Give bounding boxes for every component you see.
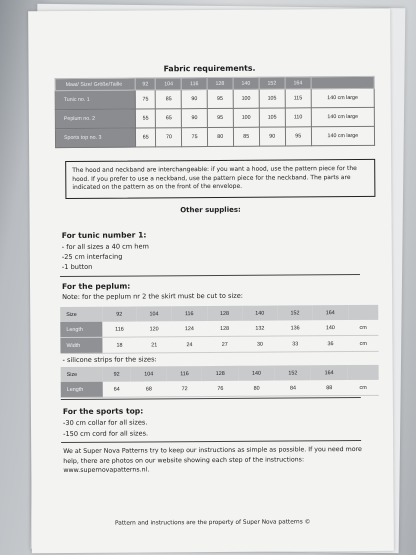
cell: 152: [275, 365, 311, 380]
cell: 75: [135, 90, 156, 109]
cell: 64: [103, 382, 131, 398]
table-row: [61, 380, 379, 398]
cell: 75: [182, 128, 207, 147]
tunic-item: -1 button: [61, 262, 93, 272]
cell: 120: [136, 321, 171, 337]
copyright-footer: Pattern and instructions are the property of Super Nova patterns ©: [114, 519, 311, 527]
size-col: 140: [233, 77, 259, 89]
size-col: 128: [207, 77, 233, 89]
size-col: 92: [135, 78, 156, 90]
cell: cm: [347, 380, 378, 396]
cell: 85: [156, 90, 182, 109]
cell: 95: [207, 89, 233, 108]
cell: 164: [311, 365, 347, 380]
cell: 92: [103, 367, 131, 382]
silicone-strip-table: [61, 365, 379, 398]
other-supplies-heading: Other supplies:: [180, 205, 241, 215]
cell: cm: [348, 335, 378, 351]
table-row: [60, 335, 378, 353]
row-label: Length: [61, 382, 103, 398]
fabric-width-col: [311, 76, 374, 88]
cell: 128: [202, 366, 238, 381]
cell: 140 cm large: [311, 88, 374, 107]
tunic-item: - for all sizes a 40 cm hem: [61, 242, 149, 252]
cell: 76: [202, 381, 238, 397]
cell: 140 cm large: [311, 126, 374, 145]
cell: 80: [238, 381, 274, 397]
cell: 128: [207, 321, 242, 337]
silicone-note: - silicone strips for the sizes:: [62, 355, 157, 365]
page-title: Fabric requirements.: [163, 63, 256, 74]
cell: 105: [259, 89, 285, 108]
cell: 92: [102, 307, 136, 322]
cell: 124: [172, 321, 207, 337]
row-label: Tunic no. 1: [55, 90, 135, 110]
cell: 105: [259, 108, 285, 127]
cell: 90: [182, 90, 207, 109]
cell: 115: [285, 89, 311, 108]
cell: 116: [102, 322, 136, 338]
cell: 18: [102, 337, 136, 353]
cell: 36: [313, 336, 348, 352]
cell: 164: [313, 305, 348, 320]
fabric-requirements-table: [55, 76, 375, 148]
divider: [61, 440, 361, 443]
cell: 140: [238, 366, 274, 381]
peplum-note: Note: for the peplum nr 2 the skirt must be cut to size:: [62, 291, 244, 302]
cell: 68: [131, 381, 167, 397]
divider: [60, 274, 360, 277]
instruction-sheet: [28, 9, 394, 554]
row-label: Size: [61, 367, 103, 382]
cell: 104: [131, 366, 167, 381]
cell: 110: [285, 108, 311, 127]
cell: 100: [233, 89, 259, 108]
cell: 136: [277, 320, 312, 336]
cell: 24: [172, 337, 207, 353]
cell: 140 cm large: [311, 107, 374, 126]
row-label: Width: [60, 337, 102, 353]
cell: [347, 365, 378, 380]
table-row: [55, 107, 374, 128]
cell: cm: [348, 320, 378, 336]
cell: [348, 305, 378, 320]
cell: 33: [278, 336, 313, 352]
cell: 84: [275, 380, 311, 396]
peplum-heading: For the peplum:: [62, 281, 131, 292]
cell: 104: [136, 306, 171, 321]
cell: 152: [277, 305, 312, 320]
size-col: 116: [182, 78, 207, 90]
cell: 80: [207, 127, 233, 146]
cell: 95: [285, 127, 311, 146]
row-label: Length: [60, 322, 102, 338]
row-label: Sports top no. 3: [55, 128, 135, 148]
size-col: 104: [156, 78, 182, 90]
sports-top-heading: For the sports top:: [62, 406, 144, 417]
cell: 90: [259, 127, 285, 146]
hood-neckband-note: The hood and neckband are interchangeable: if you want a hood, use the pattern piece for the hood. If you prefer to use a neckband, use the pattern piece for the neckband. The parts are indicated on the pattern as on the front of the envelope.: [65, 159, 375, 199]
tunic-item: -25 cm interfacing: [61, 252, 123, 262]
table-row: [55, 126, 374, 147]
row-label: Peplum no. 2: [55, 109, 135, 129]
size-col: 152: [259, 77, 285, 89]
cell: 72: [167, 381, 202, 397]
sports-top-item: -150 cm cord for all sizes.: [63, 429, 149, 439]
cell: 116: [172, 306, 207, 321]
table-row: [55, 88, 374, 109]
cell: 100: [233, 108, 259, 127]
cell: 116: [167, 366, 202, 381]
cell: 70: [156, 128, 182, 147]
cell: 85: [233, 127, 259, 146]
sports-top-item: -30 cm collar for all sizes.: [62, 418, 148, 428]
row-label: Size: [60, 307, 102, 322]
closing-paragraph: We at Super Nova Patterns try to keep our instructions as simple as possible. If you need more help, there are photos on our website showing each step of the instructions: www.supernovapatterns.nl.: [63, 445, 362, 475]
cell: 27: [207, 336, 242, 352]
cell: 55: [135, 109, 156, 128]
cell: 30: [242, 336, 277, 352]
cell: 90: [182, 109, 207, 128]
size-col: 164: [285, 77, 311, 89]
cell: 128: [207, 306, 242, 321]
tunic-heading: For tunic number 1:: [61, 230, 147, 241]
cell: 21: [137, 337, 172, 353]
cell: 88: [311, 380, 347, 396]
cell: 132: [242, 321, 277, 337]
cell: 140: [242, 306, 277, 321]
cell: 65: [135, 128, 156, 147]
cell: 65: [156, 109, 182, 128]
skirt-size-table: [60, 305, 378, 354]
cell: 140: [313, 320, 348, 336]
size-header: Maat/ Size/ Größe/Taille: [55, 78, 135, 91]
cell: 95: [207, 108, 233, 127]
